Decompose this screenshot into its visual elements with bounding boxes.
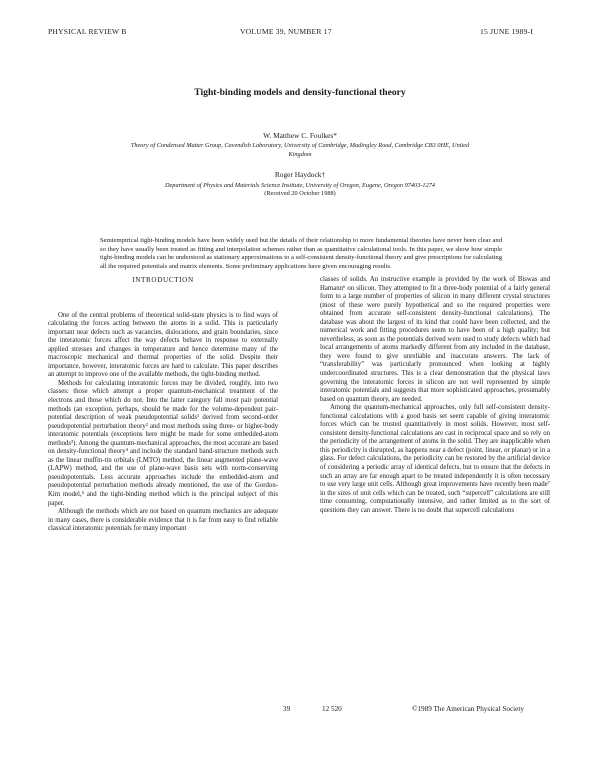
abstract: Semiempirical tight-binding models have been widely used but the details of their relationship to more fundamental theories have never been clear and so they have usually been treated as fitting and interpolation schemes rather than as quantitative calculational tools. In this paper, we show how simple tight-binding models can be understood as stationary approximations to a self-consistent density-functional theory and give prescriptions for calculating all the required potentials and matrix elements. Some preliminary applications have given encouraging results. — [100, 237, 502, 271]
volume-number: VOLUME 39, NUMBER 17 — [240, 27, 332, 36]
copyright: ©1989 The American Physical Society — [412, 705, 524, 713]
author-name: Roger Haydock† — [274, 170, 326, 179]
journal-name: PHYSICAL REVIEW B — [48, 27, 127, 36]
paper-title: Tight-binding models and density-functional theory — [194, 87, 406, 98]
author-name: W. Matthew C. Foulkes* — [263, 131, 337, 140]
issue-date: 15 JUNE 1989-I — [480, 27, 533, 36]
author-affiliation: Department of Physics and Materials Science Institute, University of Oregon, Eugene, Oregon 97403-1274 — [164, 182, 436, 189]
paragraph: Methods for calculating interatomic forces may be divided, roughly, into two classes: those which attempt a proper quantum-mechanical treatment of the electrons and those which do not. Into the latter category fall most pair potential methods (an exception, perhaps, should be made for the volume-dependent pair-potential description of weak pseudopotential solids¹ derived from second-order pseudopotential perturbation theory² and most methods using three- or higher-body interatomic potentials (exceptions here might be made for some embedded-atom methods³). Among the quantum-mechanical approaches, the most accurate are based on density-functional theory⁴ and include the standard band-structure methods such as the linear muffin-tin orbitals (LMTO) method, the linear augmented plane-wave (LAPW) method, and the use of plane-wave basis sets with norm-conserving pseudopotentials. Less accurate approaches include the embedded-atom and pseudopotential perturbation methods already mentioned, the use of the Gordon-Kim model,⁵ and the tight-binding method which is the principal subject of this paper. — [48, 379, 278, 507]
paragraph: Among the quantum-mechanical approaches, only full self-consistent density-functional calculations with a good basis set seem capable of giving interatomic forces which can be trusted quantitatively in most solids. However, most self-consistent density-functional calculations are cast in reciprocal space and so rely on the periodicity of the arrangement of atoms in the solid. They are inapplicable when this periodicity is disrupted, as happens near a defect (point, linear, or planar) or in a glass. For defect calculations, the periodicity can be restored by the artificial device of considering a periodic array of identical defects, but to ensure that the defects in such an array are far enough apart to be treated independently it is often necessary to use very large unit cells. Although great improvements have recently been made⁷ in the sizes of unit cells which can be treated, such “supercell” calculations are still time consuming, computationally intensive, and rather limited as to the sort of questions they can answer. There is no doubt that supercell calculations — [320, 404, 550, 514]
article-number: 12 520 — [322, 705, 342, 713]
received-date: (Received 20 October 1988) — [264, 190, 336, 197]
paragraph: One of the central problems of theoretical solid-state physics is to find ways of calculating the forces acting between the atoms in a solid. This is particularly important near defects such as vacancies, dislocations, and grain boundaries, since the interatomic forces affect the way defects behave in response to externally applied stresses and changes in temperature and hence determine many of the macroscopic mechanical and thermal properties of the solid. Despite their importance, however, interatomic forces are hard to calculate. This paper describes an attempt to improve one of the available methods, the tight-binding method. — [48, 311, 278, 379]
paragraph: Although the methods which are not based on quantum mechanics are adequate in many cases, there is considerable evidence that it is far from easy to find reliable classical interatomic potentials for many important — [48, 508, 278, 533]
left-column — [48, 276, 278, 534]
section-heading: INTRODUCTION — [132, 276, 194, 284]
page-number: 39 — [283, 705, 291, 713]
paragraph: classes of solids. An instructive example is provided by the work of Biswas and Hamann⁶ on silicon. They attempted to fit a three-body potential of a fairly general form to a large number of properties of silicon in many different crystal structures (most of these were purely hypothetical and so the required properties were obtained from accurate self-consistent density-functional calculations). The database was about the largest of its kind that could have been collected, and the numerical work and fitting procedures seem to have been of a high quality; but nevertheless, as soon as the potentials derived were used to study defects which had local arrangements of atoms markedly different from any included in the database, they were found to give unreliable and inaccurate answers. The lack of “transferability” was particularly pronounced when looking at highly undercoordinated structures. This is a clear demonstration that the physical laws governing the interatomic forces in silicon are not well represented by simple interatomic potentials and suggests that more sophisticated approaches, presumably based on quantum theory, are needed. — [320, 276, 550, 403]
author-affiliation: Theory of Condensed Matter Group, Cavendish Laboratory, University of Cambridge, Madingley Road, Cambridge CB3 0HE, United Kingdom — [130, 142, 470, 158]
right-column — [320, 276, 550, 515]
